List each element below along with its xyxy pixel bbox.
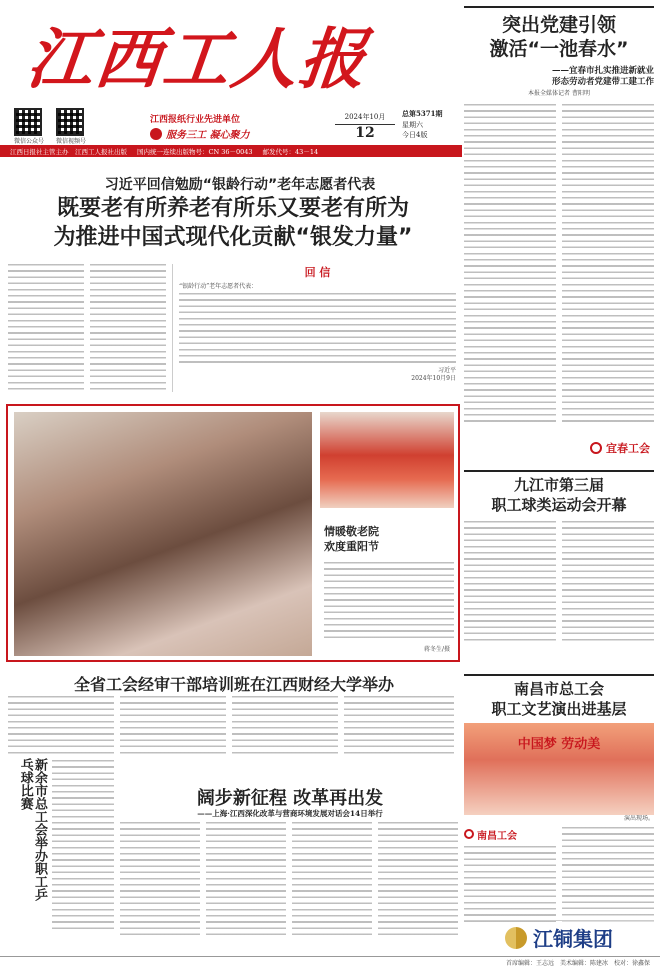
lead-title-line1: 既要老有所养老有所乐又要老有所为 — [56, 196, 409, 221]
body-col1 — [464, 846, 556, 924]
photo-title-line1: 情暖敬老院 — [324, 525, 379, 538]
lead-col1 — [8, 264, 84, 392]
body-col1 — [8, 696, 114, 754]
divider — [464, 674, 654, 676]
logo-text: 宜春工会 — [606, 442, 650, 455]
byline: 本报全媒体记者 曹阳明 — [528, 90, 590, 98]
qr-label-video: 微信视频号 — [56, 138, 87, 145]
divider — [464, 6, 654, 8]
letter-date: 2024年10月9日 — [411, 374, 456, 382]
honor-unit: 江西报纸行业先进单位 — [150, 115, 241, 125]
title-line2: 职工文艺演出进基层 — [491, 699, 627, 718]
logo-text: 南昌工会 — [477, 830, 517, 842]
photo-elderly-care — [14, 412, 312, 656]
body-col2 — [206, 822, 286, 936]
postal-code: 邮发代号：43－14 — [262, 147, 319, 156]
photo-story-title — [324, 524, 379, 555]
letter-box — [172, 264, 456, 392]
page-count: 今日4版 — [402, 131, 428, 139]
slogan: 服务三工 凝心聚力 — [166, 130, 250, 141]
right-bottom-article — [464, 674, 654, 925]
article-title — [464, 680, 654, 719]
jiangtong-ad — [464, 920, 654, 954]
body-col1 — [120, 822, 200, 936]
issue-meta — [402, 109, 442, 141]
body-col4 — [378, 822, 458, 936]
article-title — [464, 14, 654, 62]
letter-signature: 习近平 — [437, 366, 456, 374]
jiangtong-logo-icon — [505, 927, 527, 949]
qr-label-wechat: 微信公众号 — [14, 138, 45, 145]
reform-title: 阔步新征程 改革再出发 — [196, 788, 384, 809]
body-col2 — [562, 827, 654, 925]
article-body-col2 — [562, 104, 654, 422]
letter-salutation: “银龄行动”老年志愿者代表： — [179, 283, 258, 290]
qr-icon — [14, 108, 42, 136]
subtitle-line1: ——宜春市扎实推进新就业 — [551, 65, 654, 76]
letter-body — [179, 293, 456, 363]
body-col3 — [232, 696, 338, 754]
body-col3 — [292, 822, 372, 936]
reform-subtitle: ——上海·江西深化改革与营商环境发展对话会14日举行 — [197, 809, 383, 818]
xinyu-title: 新余市总工会举办职工乒乓球比赛 — [17, 758, 47, 901]
issue-date — [335, 112, 395, 141]
xinyu-body — [52, 760, 114, 930]
lead-title — [8, 194, 458, 252]
title-line1: 南昌市总工会 — [513, 680, 604, 698]
ad-brand: 江铜集团 — [533, 927, 613, 951]
photo-title-line2: 欢度重阳节 — [324, 540, 379, 554]
qr-code-video — [56, 108, 86, 145]
performance-photo — [464, 723, 654, 815]
union-emblem-icon — [590, 442, 602, 454]
weekday: 星期六 — [402, 120, 423, 129]
right-mid-article — [464, 470, 654, 641]
article-body-col1 — [464, 104, 556, 422]
masthead-title: 江西工人报 — [23, 20, 372, 98]
article-title-line1: 突出党建引领 — [501, 14, 616, 36]
reform-body — [120, 822, 460, 936]
training-title: 全省工会经审干部培训班在江西财经大学举办 — [73, 675, 394, 694]
date-month: 2024年10月 — [344, 113, 386, 121]
training-body — [8, 696, 460, 754]
masthead-info-bar — [0, 145, 462, 157]
body-col4 — [344, 696, 454, 754]
letter-title: 回 信 — [304, 266, 331, 279]
subtitle-line2: 形态劳动者党建带工建工作 — [551, 76, 654, 87]
lead-title-line2: 为推进中国式现代化贡献“银发力量” — [53, 225, 413, 251]
lead-body — [8, 264, 456, 392]
title-line1: 九江市第三届 — [513, 476, 604, 494]
photo-dance — [320, 412, 454, 508]
photo-caption: 演出现场。 — [623, 815, 654, 822]
issn: 国内统一连续出版物号：CN 36－0043 — [137, 147, 253, 156]
right-top-article — [464, 6, 654, 468]
yichun-union-logo — [590, 440, 650, 456]
publisher: 江西日报社主管主办 江西工人报社出版 — [10, 147, 127, 156]
article-subtitle — [464, 66, 654, 89]
body-col2 — [120, 696, 226, 754]
article-title — [464, 476, 654, 515]
lead-kicker: 习近平回信勉励“银龄行动”老年志愿者代表 — [104, 177, 376, 193]
lead-col2 — [90, 264, 166, 392]
qr-icon — [56, 108, 84, 136]
photo-caption — [324, 562, 454, 642]
issue-number: 总第5371期 — [402, 109, 443, 118]
footer-bar — [0, 956, 660, 970]
body-col2 — [562, 521, 654, 641]
photo-story-box — [6, 404, 460, 662]
slogan-row — [150, 126, 249, 141]
qr-code-wechat — [14, 108, 44, 145]
union-emblem-icon — [464, 829, 474, 839]
body-col1 — [464, 521, 556, 641]
divider — [464, 470, 654, 472]
photo-credit: 蒋冬生/摄 — [423, 646, 450, 654]
footer-editors: 首席编辑：王志远 美术编辑：陈建冰 校对：徐鑫保 — [505, 960, 650, 967]
article-title-line2: 激活“一池春水” — [489, 37, 629, 60]
photo-banner-text: 中国梦 劳动美 — [517, 737, 601, 752]
title-line2: 职工球类运动会开幕 — [491, 495, 627, 514]
date-day: 12 — [335, 124, 395, 141]
union-logo-icon — [150, 128, 162, 140]
nanchang-union-logo — [464, 827, 556, 842]
